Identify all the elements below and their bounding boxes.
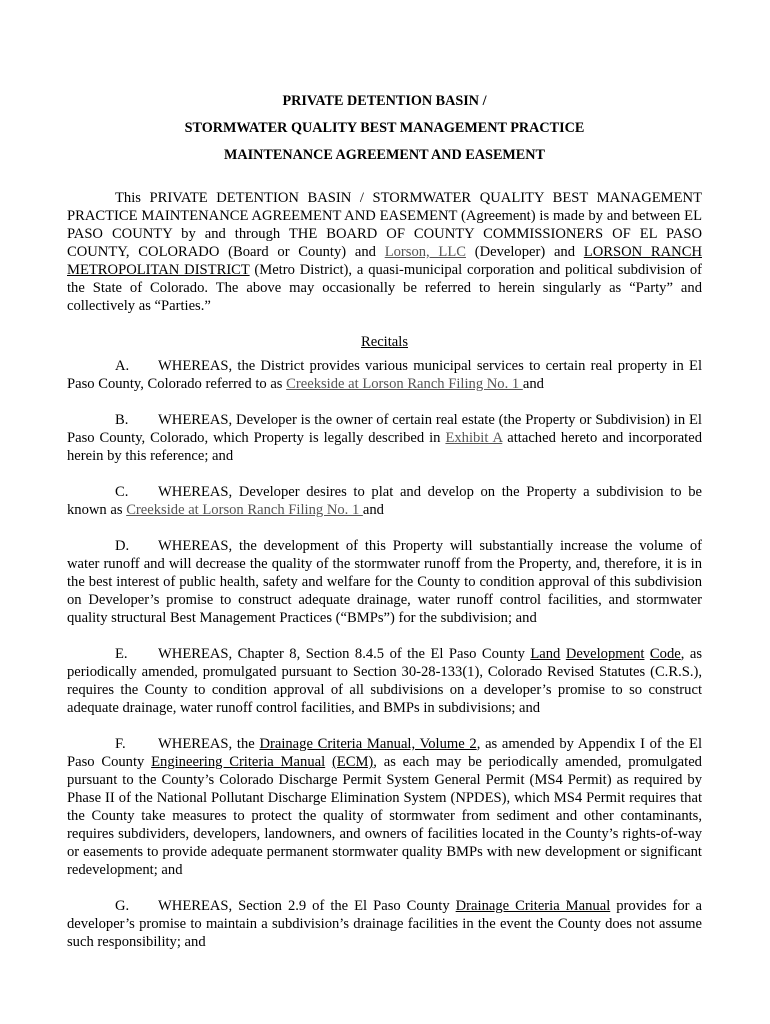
recital-text: WHEREAS, Section 2.9 of the El Paso County (158, 898, 456, 914)
recital-e (67, 645, 702, 717)
code-term: Code (649, 646, 681, 662)
recital-b (67, 411, 702, 465)
recital-letter: F. (115, 736, 126, 752)
filing-link[interactable]: Creekside at Lorson Ranch Filing No. 1 (126, 502, 363, 518)
intro-text-2: (Developer) and (465, 244, 584, 260)
drainage-criteria-manual: Drainage Criteria Manual (455, 898, 611, 914)
recital-letter: B. (115, 412, 129, 428)
filing-link[interactable]: Creekside at Lorson Ranch Filing No. 1 (286, 376, 523, 392)
document-title-line-2: STORMWATER QUALITY BEST MANAGEMENT PRACTICE (184, 120, 585, 136)
recital-text: WHEREAS, the development of this Property will substantially increase the volume of water runoff and will decrease the quality of the stormwater runoff from the Property, and, therefore, it is in the best interest of public health, safety and welfare for the County to condition approval of this subdivision on Developer’s promise to construct adequate drainage, water runoff control facilities, and stormwater quality structural Best Management Practices (“BMPs”) for the subdivision; and (67, 538, 702, 626)
recital-d (67, 537, 702, 627)
recital-letter: G. (115, 898, 130, 914)
recital-text: and (362, 502, 384, 518)
recital-letter: C. (115, 484, 129, 500)
engineering-criteria-manual: Engineering Criteria Manual (151, 754, 326, 770)
metro-district-name: LORSON RANCH METROPOLITAN DISTRICT (67, 244, 702, 278)
ecm-abbrev: (ECM) (331, 754, 374, 770)
recital-g (67, 897, 702, 951)
intro-text-3: (Metro District), a quasi-municipal corporation and political subdivision of the State of Colorado. The above may occasionally be referred to herein singularly as “Party” and collectively as “Parties.” (67, 262, 702, 314)
recital-letter: A. (115, 358, 130, 374)
drainage-criteria-manual-vol2: Drainage Criteria Manual, Volume 2 (259, 736, 477, 752)
recital-text: WHEREAS, the (158, 736, 260, 752)
recital-text: WHEREAS, the District provides various municipal services to certain real property in El Paso County, Colorado referred to as (67, 358, 702, 392)
recital-text: WHEREAS, Developer desires to plat and develop on the Property a subdivision to be known as (67, 484, 702, 518)
land-term: Land (530, 646, 561, 662)
development-term: Development (565, 646, 645, 662)
document-title-line-3: MAINTENANCE AGREEMENT AND EASEMENT (224, 147, 545, 163)
recital-letter: E. (115, 646, 128, 662)
recital-text: WHEREAS, Developer is the owner of certain real estate (the Property or Subdivision) in El Paso County, Colorado, which Property is legally described in (67, 412, 702, 446)
recital-text: attached hereto and incorporated herein by this reference; and (67, 430, 703, 464)
recital-letter: D. (115, 538, 130, 554)
document-title-line-1: PRIVATE DETENTION BASIN / (282, 93, 487, 109)
recital-text: provides for a developer’s promise to maintain a subdivision’s drainage facilities in the event the County does not assume such responsibility; and (67, 898, 702, 950)
recital-text: , as periodically amended, promulgated pursuant to Section 30-28-133(1), Colorado Revised Statutes (C.R.S.), requires the County to condition approval of all subdivisions on a developer’s promise to so construct adequate drainage, water runoff control facilities, and BMPs in subdivisions; and (67, 646, 702, 716)
developer-link[interactable]: Lorson, LLC (384, 244, 466, 260)
recital-text: WHEREAS, Chapter 8, Section 8.4.5 of the El Paso County (158, 646, 531, 662)
recitals-heading: Recitals (360, 334, 408, 350)
recital-c (67, 483, 702, 519)
recital-text: , as each may be periodically amended, promulgated pursuant to the County’s Colorado Discharge Permit System General Permit (MS4 Permit) as required by Phase II of the National Pollutant Discharge Elimination System (NPDES), which MS4 Permit requires that the County take measures to protect the quality of stormwater from sediment and other contaminants, requires subdividers, developers, landowners, and owners of facilities located in the County’s rights-of-way or easements to provide adequate permanent stormwater quality BMPs with new development or significant redevelopment; and (67, 754, 702, 878)
space (325, 754, 332, 770)
recital-text: and (522, 376, 544, 392)
recital-f (67, 735, 702, 879)
recital-text: , as amended by Appendix I of the El Paso County (67, 736, 703, 770)
intro-text-1: This PRIVATE DETENTION BASIN / STORMWATER QUALITY BEST MANAGEMENT PRACTICE MAINTENANCE AGREEMENT AND EASEMENT (Agreement) is made by and between EL PASO COUNTY by and through THE BOARD OF COUNTY COMMISSIONERS OF EL PASO COUNTY, COLORADO (Board or County) and (67, 190, 702, 260)
recital-a (67, 357, 702, 393)
exhibit-a-link[interactable]: Exhibit A (445, 430, 503, 446)
intro-paragraph (67, 189, 702, 315)
